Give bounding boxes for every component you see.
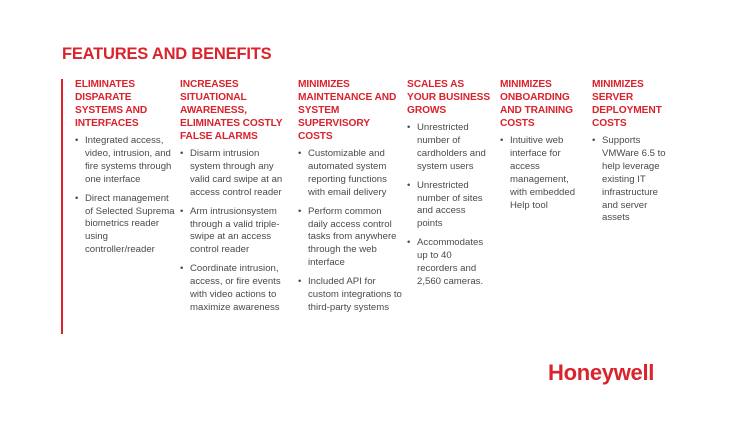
feature-bullet: • Perform common daily access control tasks from anywhere through the web interface: [298, 206, 402, 271]
feature-bullet: • Intuitive web interface for access management, with embedded Help tool: [500, 135, 582, 212]
feature-bullet-list: [500, 135, 582, 212]
feature-column-scales: [407, 78, 493, 295]
feature-bullet: • Customizable and automated system reporting functions with email delivery: [298, 148, 402, 200]
feature-column-disparate-systems: [75, 78, 175, 263]
accent-divider: [61, 79, 63, 334]
feature-heading: ELIMINATES DISPARATE SYSTEMS AND INTERFACES: [75, 79, 148, 129]
feature-heading: MINIMIZES ONBOARDING AND TRAINING COSTS: [500, 79, 573, 129]
feature-heading: INCREASES SITUATIONAL AWARENESS, ELIMINATES COSTLY FALSE ALARMS: [180, 79, 283, 142]
feature-column-server-deployment: [592, 78, 674, 231]
feature-column-maintenance-costs: [298, 78, 402, 321]
feature-bullet-list: [75, 135, 175, 257]
feature-bullet: • Accommodates up to 40 recorders and 2,560 cameras.: [407, 237, 493, 289]
page-title: FEATURES AND BENEFITS: [62, 45, 272, 63]
honeywell-logo: Honeywell: [548, 360, 655, 385]
feature-bullet-list: [180, 148, 292, 315]
feature-heading: MINIMIZES SERVER DEPLOYMENT COSTS: [592, 79, 662, 129]
feature-bullet-list: [298, 148, 402, 315]
feature-bullet: • Unrestricted number of cardholders and system users: [407, 122, 493, 174]
feature-bullet-list: [592, 135, 674, 225]
feature-bullet: • Unrestricted number of sites and access points: [407, 180, 493, 232]
feature-column-onboarding: [500, 78, 582, 218]
feature-bullet: • Coordinate intrusion, access, or fire events with video actions to maximize awareness: [180, 263, 292, 315]
feature-bullet: • Arm intrusionsystem through a valid triple-swipe at an access control reader: [180, 206, 292, 258]
feature-column-situational-awareness: [180, 78, 292, 321]
feature-bullet: • Disarm intrusion system through any valid card swipe at an access control reader: [180, 148, 292, 200]
feature-heading: MINIMIZES MAINTENANCE AND SYSTEM SUPERVISORY COSTS: [298, 79, 397, 142]
feature-bullet: • Included API for custom integrations to third-party systems: [298, 276, 402, 315]
feature-bullet: • Integrated access, video, intrusion, and fire systems through one interface: [75, 135, 175, 187]
feature-bullet: • Direct management of Selected Suprema biometrics reader using controller/reader: [75, 193, 175, 258]
feature-bullet-list: [407, 122, 493, 289]
feature-heading: SCALES AS YOUR BUSINESS GROWS: [407, 79, 491, 116]
feature-bullet: • Supports VMWare 6.5 to help leverage existing IT infrastructure and server assets: [592, 135, 674, 225]
